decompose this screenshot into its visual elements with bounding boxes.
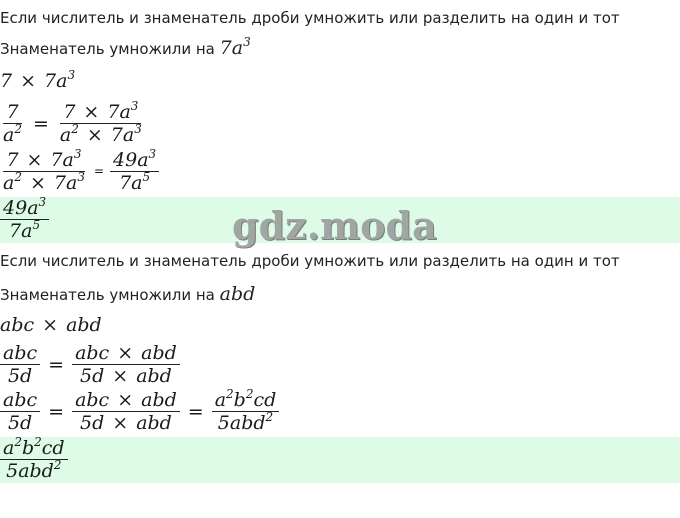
multiplier-1: $7a^3$	[219, 35, 251, 59]
fraction-result-2: $\frac{a^2b^2cd}{5abd^2}$	[212, 389, 280, 434]
answer-highlight-2	[0, 437, 680, 483]
rule-text-1: Если числитель и знаменатель дроби умножить или разделить на один и тот	[0, 9, 620, 27]
fraction-expanded-3: $\frac{\text{abc × abd}}{\text{5d × abd}}$	[72, 342, 180, 387]
multiplied-by-line-2	[0, 283, 255, 305]
multiplier-2: abd	[219, 283, 256, 305]
rule-text-2: Если числитель и знаменатель дроби умножить или разделить на один и тот	[0, 252, 620, 270]
product-expression-1: $7 \times 7a^3$	[0, 68, 76, 92]
fraction-abc-over-5d-b: $\frac{\text{abc}}{5d}$	[0, 389, 40, 434]
answer-2	[0, 437, 68, 482]
multiplied-by-line-1	[0, 37, 251, 59]
equation-step1-2: $\frac{\text{abc}}{5d}$ = $\frac{\text{abc × abd}}{\text{5d × abd}}$	[0, 342, 180, 387]
fraction-result-1: $\frac{49a^3}{7a^5}$	[110, 149, 159, 194]
equation-step2-1: $\frac{7 \times 7a^3}{a^2 \times 7a^3}$ = $\frac{49a^3}{7a^5}$	[0, 147, 159, 195]
fraction-expanded-1: $\frac{7 \times 7a^3}{a^2 \times 7a^3}$	[59, 99, 142, 146]
equation-step1-1: $\frac{7}{a^2}$ = $\frac{7 \times 7a^3}{a^2 \times 7a^3}$	[0, 101, 145, 146]
multiplied-text-1: Знаменатель умножили на	[0, 40, 215, 58]
answer-fraction-1: $\frac{49a^3}{7a^5}$	[0, 197, 49, 242]
answer-1	[0, 197, 49, 242]
fraction-expanded-2: $\frac{7 \times 7a^3}{a^2 \times 7a^3}$	[3, 147, 85, 194]
fraction-7-over-a2: $\frac{7}{a^2}$	[3, 101, 22, 146]
product-expression-2: abc × abd	[0, 314, 102, 336]
product-line-2	[0, 314, 102, 336]
equation-step2-2: $\frac{\text{abc}}{5d}$ = $\frac{\text{abc × abd}}{\text{5d × abd}}$ = $\frac{a^2b^2cd}{5abd^2}$	[0, 389, 279, 434]
watermark-logo: gdz.moda	[232, 203, 437, 248]
product-line-1	[0, 70, 75, 92]
answer-fraction-2: $\frac{a^2b^2cd}{5abd^2}$	[0, 437, 68, 482]
fraction-expanded-4: $\frac{\text{abc × abd}}{\text{5d × abd}}$	[72, 389, 180, 434]
fraction-abc-over-5d: $\frac{\text{abc}}{5d}$	[0, 342, 40, 387]
multiplied-text-2: Знаменатель умножили на	[0, 286, 215, 304]
